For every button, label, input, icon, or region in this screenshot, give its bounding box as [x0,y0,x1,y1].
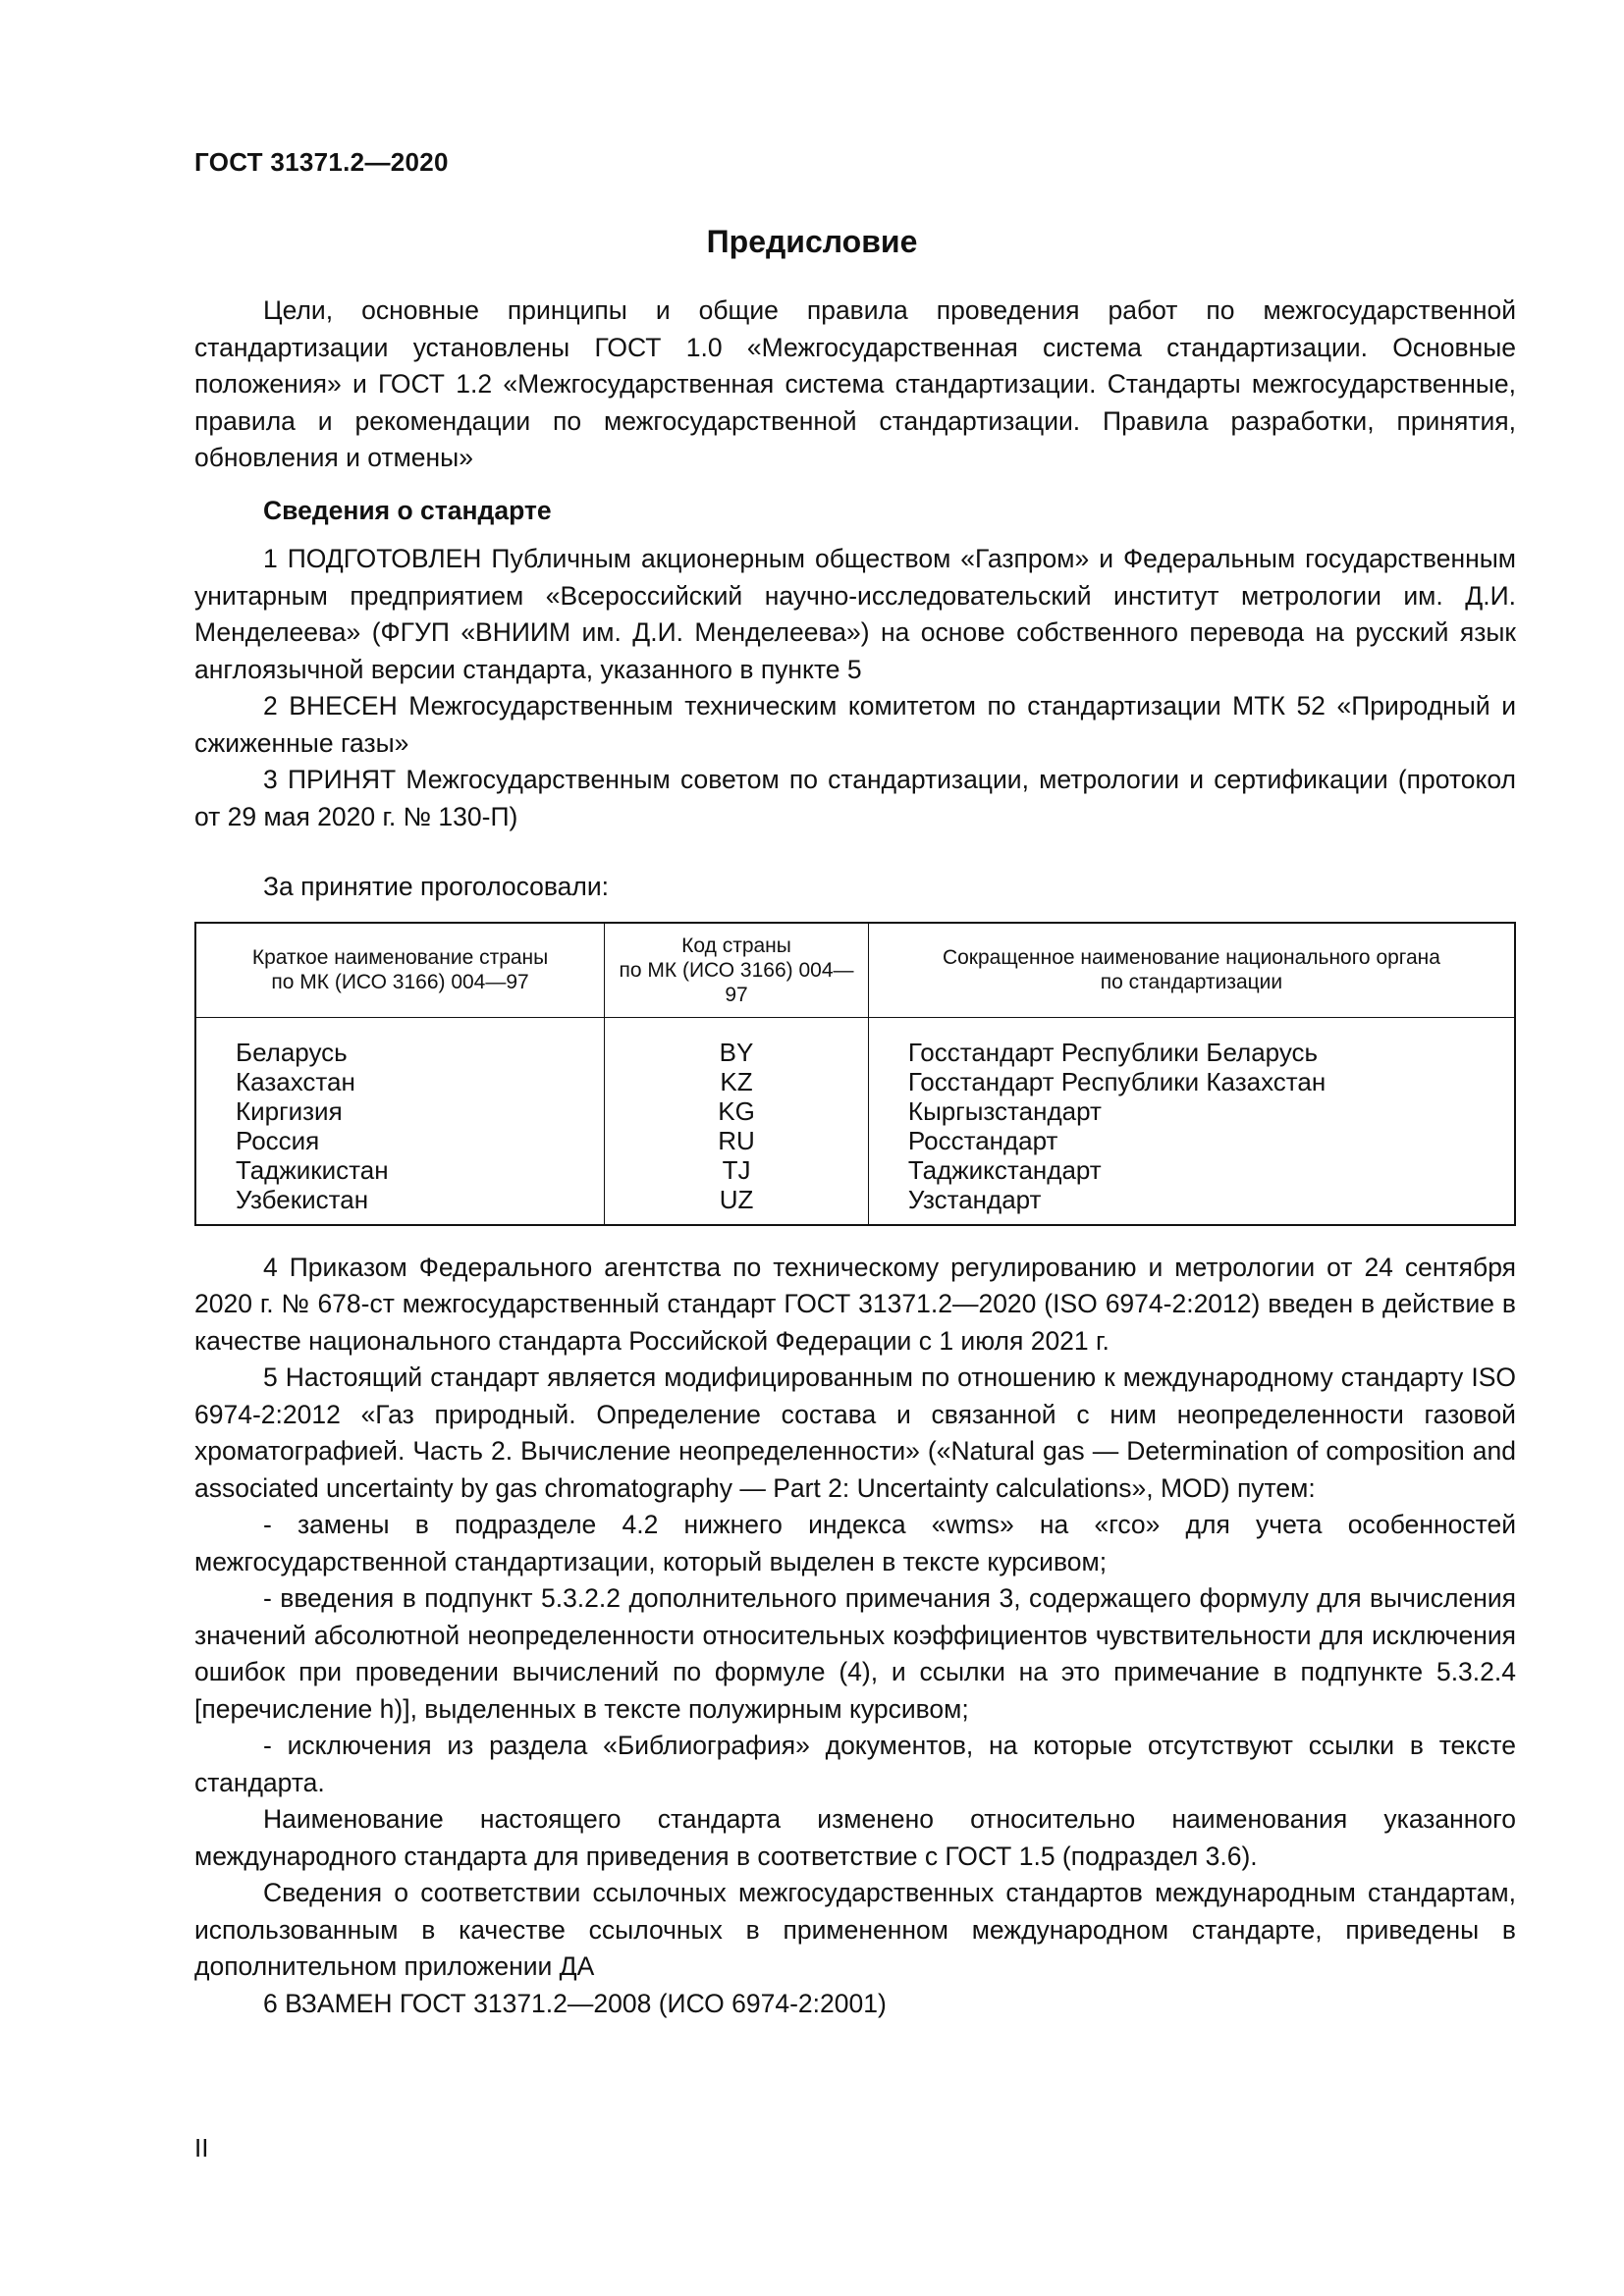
item-3: 3 ПРИНЯТ Межгосударственным советом по стандартизации, метрологии и сертификации (протокол от 29 мая 2020 г. № 130-П) [194,765,1516,831]
code-cell: TJ [605,1155,869,1185]
item-5-bullet: - введения в подпункт 5.3.2.2 дополнительного примечания 3, содержащего формулу для вычисления значений абсолютной неопределенности относительных коэффициентов чувствительности для исключения ошибок при проведении вычислений по формуле (4), и ссылки на это примечание в подпункте 5.3.2.4 [перечисление h)], выделенных в тексте полужирным курсивом; [194,1583,1516,1724]
table-row [195,1067,1515,1096]
item-6: 6 ВЗАМЕН ГОСТ 31371.2—2008 (ИСО 6974-2:2001) [263,1988,887,2018]
subheading: Сведения о стандарте [263,495,552,525]
table-header-row [195,923,1515,1018]
header-line: Сокращенное наименование национального органа [942,946,1440,969]
table-row [195,1155,1515,1185]
organization-cell: Кыргызстандарт [907,1095,1102,1126]
organization-cell: Таджикстандарт [907,1154,1102,1185]
table-row [195,1185,1515,1225]
code-cell: RU [605,1126,869,1155]
intro-paragraph: Цели, основные принципы и общие правила проведения работ по межгосударственной стандартизации установлены ГОСТ 1.0 «Межгосударственная система стандартизации. Основные положения» и ГОСТ 1.2 «Межгосударственная система стандартизации. Стандарты межгосударственные, правила и рекомендации по межгосударственной стандартизации. Правила разработки, принятия, обновления и отмены» [194,295,1516,472]
code-cell: UZ [605,1185,869,1225]
code-cell: KG [605,1096,869,1126]
header-line: по стандартизации [1100,971,1283,993]
page-number: II [194,2133,209,2163]
country-cell: Таджикистан [195,1155,605,1185]
code-cell: BY [605,1017,869,1067]
country-cell: Казахстан [195,1067,605,1096]
organization-cell: Узстандарт [907,1184,1042,1214]
country-cell: Беларусь [195,1017,605,1067]
column-header-code [605,923,869,1018]
header-line: по МК (ИСО 3166) 004—97 [619,958,854,1006]
table-row [195,1017,1515,1067]
section-title: Предисловие [706,224,918,259]
organization-cell: Госстандарт Республики Беларусь [907,1037,1319,1067]
voted-label: За принятие проголосовали: [263,872,610,901]
item-5: 5 Настоящий стандарт является модифицированным по отношению к международному стандарту ISO 6974-2:2012 «Газ природный. Определение состава и связанной с ним неопределенности газовой хроматографией. Часть 2. Вычисление неопределенности» («Natural gas — Determination of composition and associated uncertainty by gas chromatography — Part 2: Uncertainty calculations», MOD) путем: [194,1362,1516,1503]
table-row [195,1096,1515,1126]
voting-table [194,922,1516,1226]
country-cell: Узбекистан [195,1185,605,1225]
item-5-bullet: - замены в подразделе 4.2 нижнего индекса «wms» на «гсо» для учета особенностей межгосударственной стандартизации, который выделен в тексте курсивом; [194,1510,1516,1576]
header-line: Краткое наименование страны [251,946,549,969]
item-4: 4 Приказом Федерального агентства по техническому регулированию и метрологии от 24 сентября 2020 г. № 678-ст межгосударственный стандарт ГОСТ 31371.2—2020 (ISO 6974-2:2012) введен в действие в качестве национального стандарта Российской Федерации с 1 июля 2021 г. [194,1252,1516,1356]
item-2: 2 ВНЕСЕН Межгосударственным техническим комитетом по стандартизации МТК 52 «Природный и сжиженные газы» [194,691,1516,758]
document-body [194,293,1516,2022]
header-line: Код страны [681,934,791,957]
item-5-paragraph: Сведения о соответствии ссылочных межгосударственных стандартов международным стандартам, использованным в качестве ссылочных в примененном международном стандарте, приведены в дополнительном приложении ДА [194,1878,1516,1981]
column-header-country [195,923,605,1018]
country-cell: Россия [195,1126,605,1155]
organization-cell: Госстандарт Республики Казахстан [907,1066,1326,1096]
item-1: 1 ПОДГОТОВЛЕН Публичным акционерным обществом «Газпром» и Федеральным государственным унитарным предприятием «Всероссийский научно-исследовательский институт метрологии им. Д.И. Менделеева» (ФГУП «ВНИИМ им. Д.И. Менделеева») на основе собственного перевода на русский язык англоязычной версии стандарта, указанного в пункте 5 [194,544,1516,684]
column-header-organization [868,923,1515,1018]
organization-cell: Росстандарт [907,1125,1058,1155]
document-header: ГОСТ 31371.2—2020 [194,147,449,177]
code-cell: KZ [605,1067,869,1096]
table-row [195,1126,1515,1155]
country-cell: Киргизия [195,1096,605,1126]
item-5-paragraph: Наименование настоящего стандарта изменено относительно наименования указанного международного стандарта для приведения в соответствие с ГОСТ 1.5 (подраздел 3.6). [194,1804,1516,1871]
item-5-bullet: - исключения из раздела «Библиография» документов, на которые отсутствуют ссылки в тексте стандарта. [194,1731,1516,1797]
header-line: по МК (ИСО 3166) 004—97 [271,971,529,993]
